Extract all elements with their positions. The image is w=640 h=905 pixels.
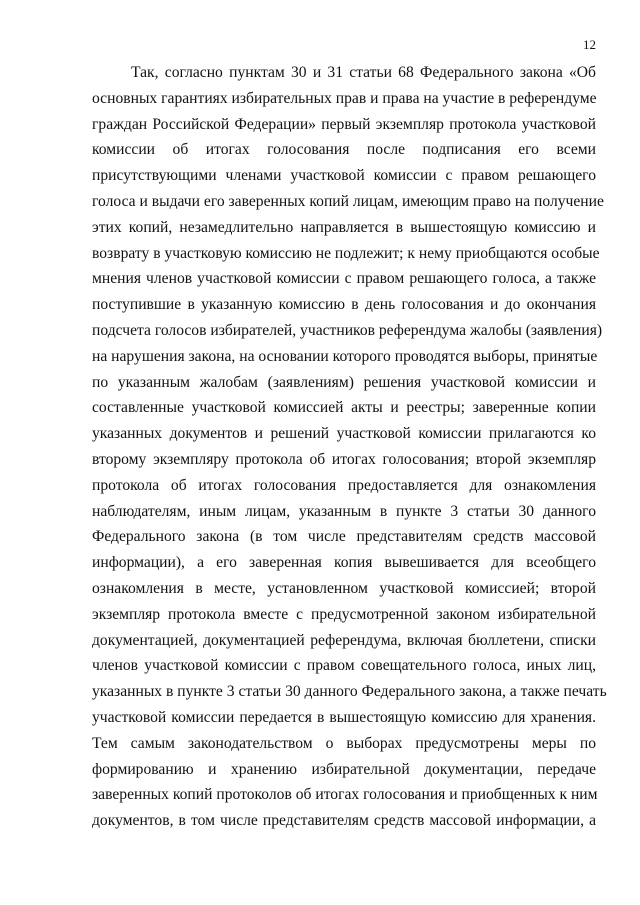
text-line: присутствующими членами участковой комиссии с правом решающего — [92, 167, 596, 185]
text-line: на нарушения закона, на основании которого проводятся выборы, принятые — [92, 347, 598, 365]
text-line: Федерального закона (в том числе представителям средств массовой — [92, 528, 596, 546]
text-line: граждан Российской Федерации» первый экземпляр протокола участковой — [92, 115, 596, 133]
text-line: поступившие в указанную комиссию в день голосования и до окончания — [92, 296, 596, 314]
text-line: по указанным жалобам (заявлениям) решения участковой комиссии и — [92, 373, 596, 391]
text-line: документов, в том числе представителям средств массовой информации, а — [92, 812, 596, 830]
text-line: Тем самым законодательством о выборах предусмотрены меры по — [92, 734, 596, 752]
text-line: составленные участковой комиссией акты и реестры; заверенные копии — [92, 399, 596, 417]
text-line: экземпляр протокола вместе с предусмотренной законом избирательной — [92, 605, 596, 623]
text-line: мнения членов участковой комиссии с правом решающего голоса, а также — [92, 270, 596, 288]
text-line: участковой комиссии передается в вышестоящую комиссию для хранения. — [92, 708, 596, 726]
text-line: информации), а его заверенная копия вывешивается для всеобщего — [92, 554, 596, 572]
text-line: заверенных копий протоколов об итогах голосования и приобщенных к ним — [92, 786, 598, 804]
body-paragraph — [92, 60, 607, 834]
text-line: членов участковой комиссии с правом совещательного голоса, иных лиц, — [92, 657, 596, 675]
text-line: этих копий, незамедлительно направляется в вышестоящую комиссию и — [92, 218, 596, 236]
text-line: Так, согласно пунктам 30 и 31 статьи 68 Федерального закона «Об — [131, 64, 596, 81]
text-line: комиссии об итогах голосования после подписания его всеми — [92, 141, 596, 159]
text-line: формированию и хранению избирательной документации, передаче — [92, 760, 596, 778]
text-line: протокола об итогах голосования предоставляется для ознакомления — [92, 476, 596, 494]
text-line: второму экземпляру протокола об итогах голосования; второй экземпляр — [92, 450, 596, 468]
text-line: указанных документов и решений участковой комиссии прилагаются ко — [92, 425, 596, 443]
text-line: подсчета голосов избирателей, участников референдума жалобы (заявления) — [92, 321, 603, 339]
text-line: основных гарантиях избирательных прав и права на участие в референдуме — [92, 89, 597, 107]
text-line: указанных в пункте 3 статьи 30 данного Федерального закона, а также печать — [92, 683, 607, 701]
text-line: документацией, документацией референдума, включая бюллетени, списки — [92, 631, 596, 649]
page-number: 12 — [583, 37, 596, 52]
text-line: возврату в участковую комиссию не подлежит; к нему приобщаются особые — [92, 244, 600, 262]
text-line: ознакомления в месте, установленном участковой комиссией; второй — [92, 579, 596, 597]
text-line: наблюдателям, иным лицам, указанным в пункте 3 статьи 30 данного — [92, 502, 596, 520]
text-line: голоса и выдачи его заверенных копий лицам, имеющим право на получение — [92, 192, 604, 210]
